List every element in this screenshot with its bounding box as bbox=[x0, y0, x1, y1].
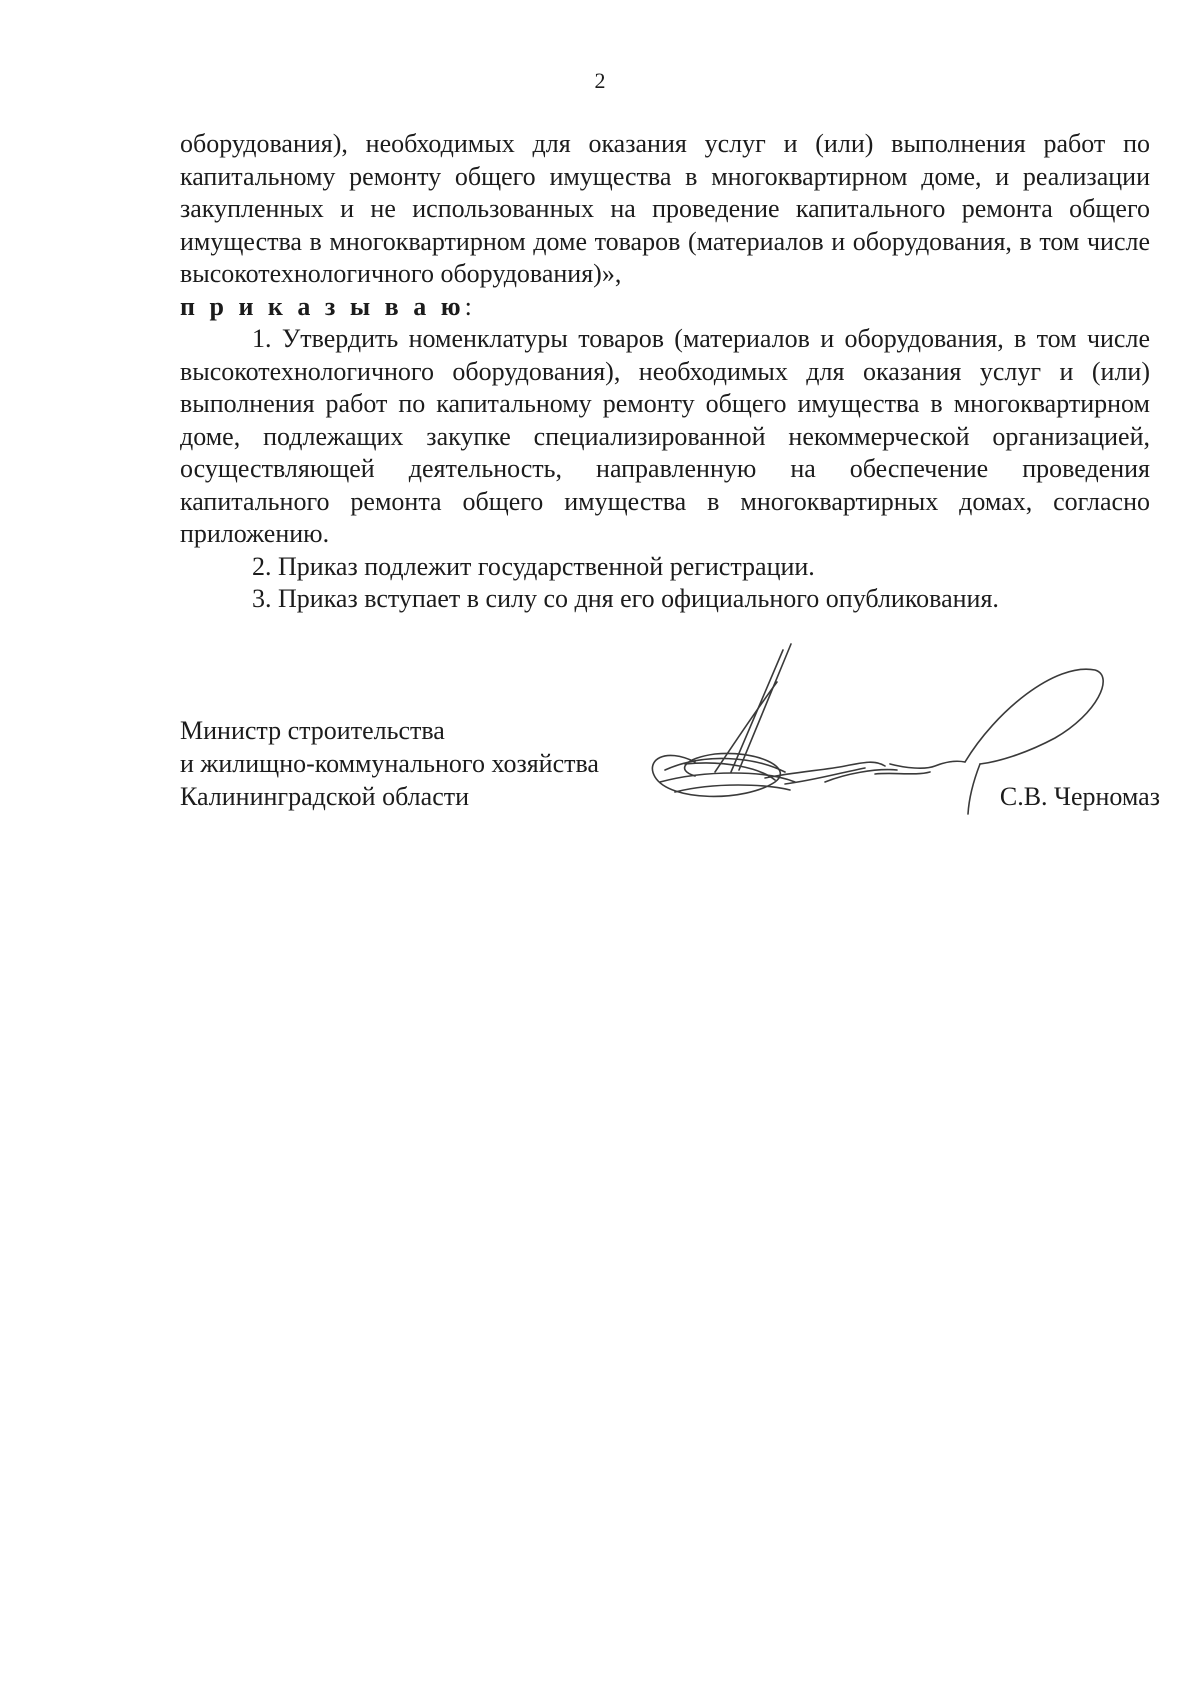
signer-title-line-2: и жилищно-коммунального хозяйства bbox=[180, 749, 599, 778]
order-item-3: 3. Приказ вступает в силу со дня его официального опубликования. bbox=[252, 584, 999, 613]
order-colon: : bbox=[464, 291, 472, 321]
order-item-2: 2. Приказ подлежит государственной регистрации. bbox=[252, 551, 815, 581]
signer-name: С.В. Черномаз bbox=[999, 782, 1160, 811]
order-word: п р и к а з ы в а ю bbox=[180, 291, 465, 321]
order-line bbox=[180, 291, 1150, 324]
document-body bbox=[180, 128, 1150, 616]
page-number: 2 bbox=[594, 68, 606, 93]
intro-paragraph: оборудования), необходимых для оказания услуг и (или) выполнения работ по капитальному ремонту общего имущества в многоквартирном доме, и реализации закупленных и не использованных на проведение капитального ремонта общего имущества в многоквартирном доме товаров (материалов и оборудования, в том числе высокотехнологичного оборудования)», bbox=[180, 129, 1150, 288]
signer-title bbox=[180, 714, 599, 813]
signer-title-line-1: Министр строительства bbox=[180, 716, 445, 745]
handwritten-signature bbox=[635, 642, 1105, 822]
signer-title-line-3: Калининградской области bbox=[180, 782, 470, 811]
order-item-1: 1. Утвердить номенклатуры товаров (материалов и оборудования, в том числе высокотехнологичного оборудования), необходимых для оказания услуг и (или) выполнения работ по капитальному ремонту общего имущества в многоквартирном доме, подлежащих закупке специализированной некоммерческой организацией, осуществляющей деятельность, направленную на обеспечение проведения капитального ремонта общего имущества в многоквартирных домах, согласно приложению. bbox=[180, 324, 1150, 548]
